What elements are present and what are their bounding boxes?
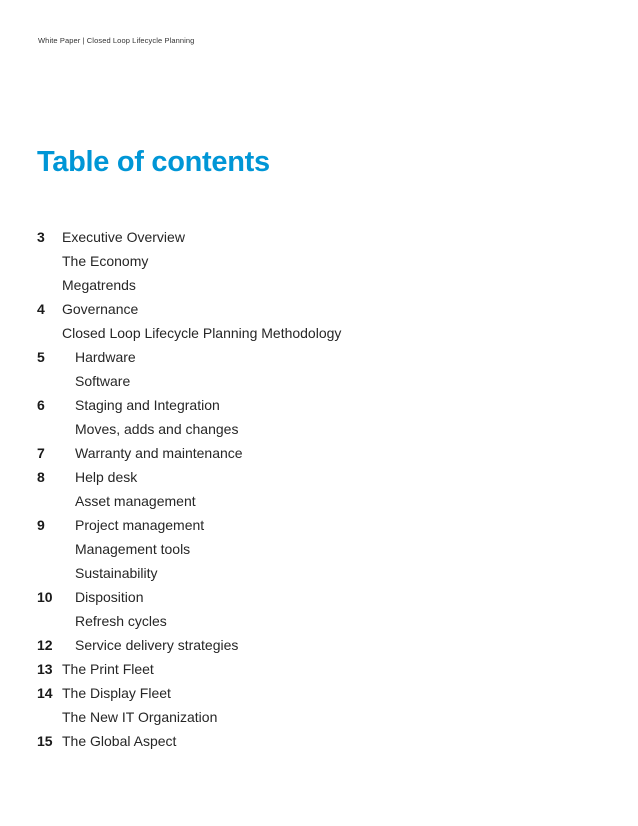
toc-entry[interactable] (0, 513, 638, 537)
toc-page-number: 13 (37, 661, 53, 677)
toc-entry[interactable] (0, 225, 638, 249)
toc-page-number: 8 (37, 469, 45, 485)
toc-page-number: 7 (37, 445, 45, 461)
toc-page-number: 4 (37, 301, 45, 317)
toc-entry[interactable] (0, 585, 638, 609)
toc-entry[interactable] (0, 465, 638, 489)
toc-entry-title: Hardware (75, 349, 136, 365)
toc-page-number: 10 (37, 589, 53, 605)
toc-entry-title: The New IT Organization (62, 709, 218, 725)
toc-entry[interactable] (0, 729, 638, 753)
page-title: Table of contents (37, 146, 270, 178)
toc-entry[interactable] (0, 681, 638, 705)
toc-entry[interactable] (0, 417, 638, 441)
toc-entry-title: Governance (62, 301, 139, 317)
toc-entry-title: Help desk (75, 469, 138, 485)
toc-entry[interactable] (0, 705, 638, 729)
toc-entry-title: The Economy (62, 253, 149, 269)
toc-entry[interactable] (0, 633, 638, 657)
toc-entry[interactable] (0, 369, 638, 393)
toc-entry-title: Warranty and maintenance (75, 445, 243, 461)
toc-page-number: 5 (37, 349, 45, 365)
toc-page-number: 3 (37, 229, 45, 245)
toc-entry-title: Service delivery strategies (75, 637, 239, 653)
toc-entry-title: The Global Aspect (62, 733, 177, 749)
toc-entry[interactable] (0, 321, 638, 345)
toc-entry-title: Megatrends (62, 277, 136, 293)
toc-entry[interactable] (0, 297, 638, 321)
toc-entry-title: Project management (75, 517, 205, 533)
toc-page-number: 15 (37, 733, 53, 749)
toc-page-number: 6 (37, 397, 45, 413)
toc-entry[interactable] (0, 657, 638, 681)
toc-entry-title: Closed Loop Lifecycle Planning Methodology (62, 325, 342, 341)
toc-entry-title: Staging and Integration (75, 397, 220, 413)
toc-entry[interactable] (0, 345, 638, 369)
toc-page-number: 14 (37, 685, 53, 701)
toc-entry-title: Sustainability (75, 565, 158, 581)
running-header: White Paper | Closed Loop Lifecycle Planning (38, 36, 195, 45)
toc-page-number: 12 (37, 637, 53, 653)
toc-entry-title: Asset management (75, 493, 196, 509)
toc-entry[interactable] (0, 537, 638, 561)
toc-entry-title: The Print Fleet (62, 661, 154, 677)
toc-entry-title: Moves, adds and changes (75, 421, 239, 437)
table-of-contents (0, 225, 638, 753)
toc-entry-title: Software (75, 373, 131, 389)
toc-entry[interactable] (0, 489, 638, 513)
toc-entry-title: Refresh cycles (75, 613, 167, 629)
toc-entry[interactable] (0, 249, 638, 273)
toc-entry[interactable] (0, 609, 638, 633)
toc-entry-title: Disposition (75, 589, 144, 605)
toc-entry[interactable] (0, 561, 638, 585)
toc-entry-title: The Display Fleet (62, 685, 171, 701)
toc-entry[interactable] (0, 441, 638, 465)
toc-entry-title: Executive Overview (62, 229, 185, 245)
toc-entry-title: Management tools (75, 541, 191, 557)
toc-entry[interactable] (0, 273, 638, 297)
toc-entry[interactable] (0, 393, 638, 417)
toc-page-number: 9 (37, 517, 45, 533)
